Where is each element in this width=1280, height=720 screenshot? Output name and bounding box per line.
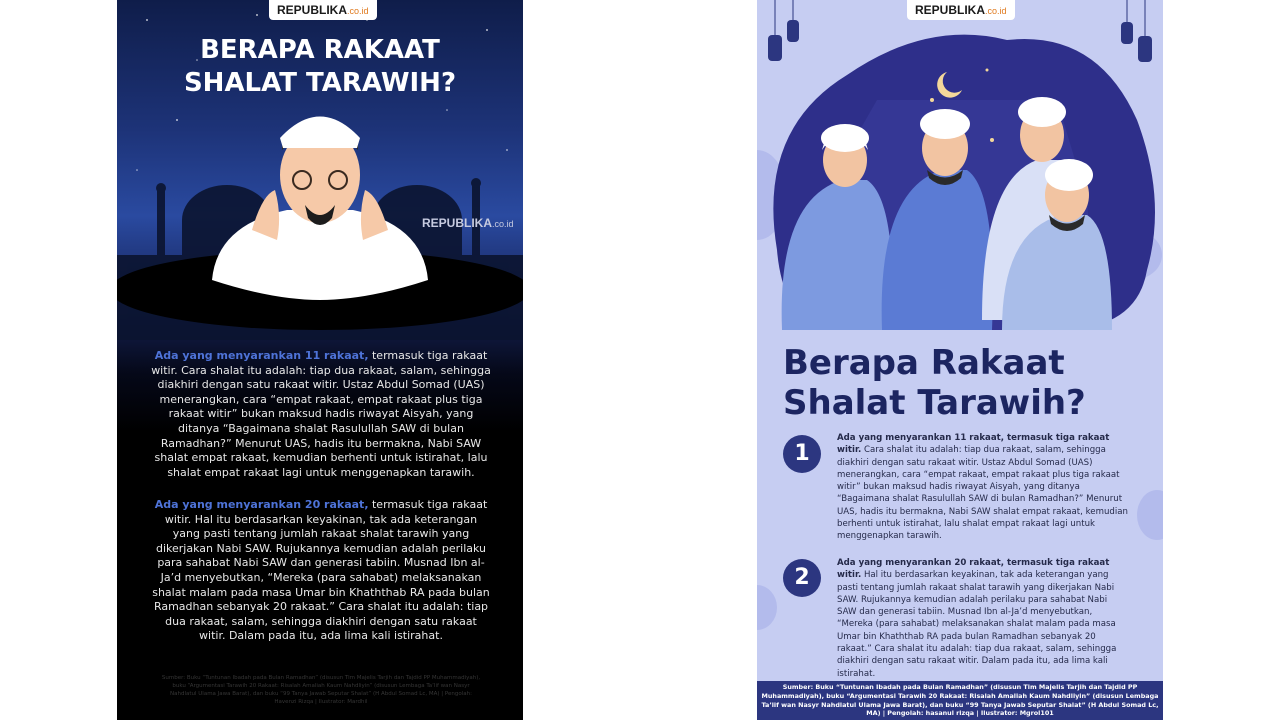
title-line-2: Shalat Tarawih?: [783, 383, 1086, 423]
infographic-left-dark: [117, 0, 523, 720]
paragraph-heading: Ada yang menyarankan 20 rakaat, termasuk tiga rakaat witir.: [837, 558, 1110, 581]
page-title: [783, 343, 1153, 423]
title-line-1: Berapa Rakaat: [783, 343, 1065, 383]
number-badge-2: 2: [783, 559, 821, 597]
praying-men-illustration: [757, 0, 1163, 340]
republika-watermark: REPUBLIKA.co.id: [422, 216, 514, 230]
paragraph-body: termasuk tiga rakaat witir. Hal itu berdasarkan keyakinan, tak ada keterangan yang pasti tentang jumlah rakaat shalat tarawih yang dikerjakan Nabi SAW. Rujukannya kemudian adalah perilaku para sahabat Nabi SAW dan generasi tabiin. Musnad Ibn al-Ja’d menyebutkan, “Mereka (para sahabat) melaksanakan shalat malam pada masa Umar bin Khaththab RA pada bulan Ramadhan sebanyak 20 rakaat.” Cara shalat itu adalah: tiap dua rakaat, salam, sehingga diakhiri dengan satu rakaat witir. Dalam pada itu, ada lima kali istirahat.: [152, 498, 490, 643]
title-line-2: SHALAT TARAWIH?: [183, 68, 457, 98]
paragraph-body: Cara shalat itu adalah: tiap dua rakaat, salam, sehingga diakhiri dengan satu rakaat witir. Ustaz Abdul Somad (UAS) menerangkan, cara “empat rakaat, empat rakaat plus tiga rakaat witir” bukan maksud hadis riwayat Aisyah, yang ditanya “Bagaimana shalat Rasulullah SAW di bulan Ramadhan?” Menurut UAS, hadis itu bermakna, Nabi SAW shalat empat rakaat, kemudian berhenti untuk istirahat, lalu shalat empat rakaat lagi untuk menggenapkan tarawih.: [837, 445, 1128, 542]
source-footer: Sumber: Buku “Tuntunan Ibadah pada Bulan Ramadhan” (disusun Tim Majelis Tarjih dan Tajdid PP Muhammadiyah), buku “Argumentasi Tarawih 20 Rakaat: Risalah Amaliah Kaum Nahdliyin” (disusun Lembaga Ta’lif wan Nasyr Nahdlatul Ulama Jawa Barat), dan buku “99 Tanya Jawab Seputar Shalat” (H Abdul Somad Lc, MA) | Pengolah: hasanul rizqa | Ilustrator: Mgrol101: [757, 681, 1163, 720]
republika-logo: REPUBLIKA.co.id: [269, 0, 377, 20]
paragraph-lead: Ada yang menyarankan 20 rakaat,: [154, 498, 369, 511]
paragraph-lead: Ada yang menyarankan 11 rakaat,: [154, 349, 369, 362]
title-line-1: BERAPA RAKAAT: [200, 35, 440, 65]
paragraph-heading: Ada yang menyarankan 11 rakaat, termasuk tiga rakaat witir.: [837, 433, 1110, 456]
page-title: [117, 34, 523, 100]
source-credits: Sumber: Buku “Tuntunan Ibadah pada Bulan Ramadhan” (disusun Tim Majelis Tarjih dan Tajdid PP Muhammadiyah), buku “Argumentasi Tarawih 20 Rakaat: Risalah Amaliah Kaum Nahdliyin” (disusun Lembaga Ta’lif wan Nasyr Nahdlatul Ulama Jawa Barat), dan buku “99 Tanya Jawab Seputar Shalat” (H Abdul Somad Lc, MA) | Pengolah: Havenzi Rizqa | Ilustrator: Mardhil: [161, 675, 481, 705]
paragraph-11-rakaat: [837, 432, 1129, 543]
paragraph-body: termasuk tiga rakaat witir. Cara shalat itu adalah: tiap dua rakaat, salam, sehingga diakhiri dengan satu rakaat witir. Ustaz Abdul Somad (UAS) menerangkan, cara “empat rakaat, empat rakaat plus tiga rakaat witir” bukan maksud hadis riwayat Aisyah, yang ditanya “Bagaimana shalat Rasulullah SAW di bulan Ramadhan?” Menurut UAS, hadis itu bermakna, Nabi SAW shalat empat rakaat, kemudian berhenti untuk istirahat, lalu shalat empat rakaat lagi untuk menggenapkan tarawih.: [151, 349, 491, 479]
paragraph-20-rakaat: [837, 557, 1129, 680]
infographic-right-light: [757, 0, 1163, 720]
paragraph-20-rakaat: [151, 498, 491, 644]
paragraph-11-rakaat: [151, 349, 491, 480]
paragraph-body: Hal itu berdasarkan keyakinan, tak ada keterangan yang pasti tentang jumlah rakaat shalat tarawih yang dikerjakan Nabi SAW. Rujukannya kemudian adalah perilaku para sahabat Nabi SAW dan generasi tabiin. Musnad Ibn al-Ja’d menyebutkan, “Mereka (para sahabat) melaksanakan shalat malam pada masa Umar bin Khaththab RA pada bulan Ramadhan sebanyak 20 rakaat.” Cara shalat itu adalah: tiap dua rakaat, salam, sehingga diakhiri dengan satu rakaat witir. Dalam pada itu, ada lima kali istirahat.: [837, 570, 1117, 679]
number-badge-1: 1: [783, 435, 821, 473]
republika-logo: REPUBLIKA.co.id: [907, 0, 1015, 20]
